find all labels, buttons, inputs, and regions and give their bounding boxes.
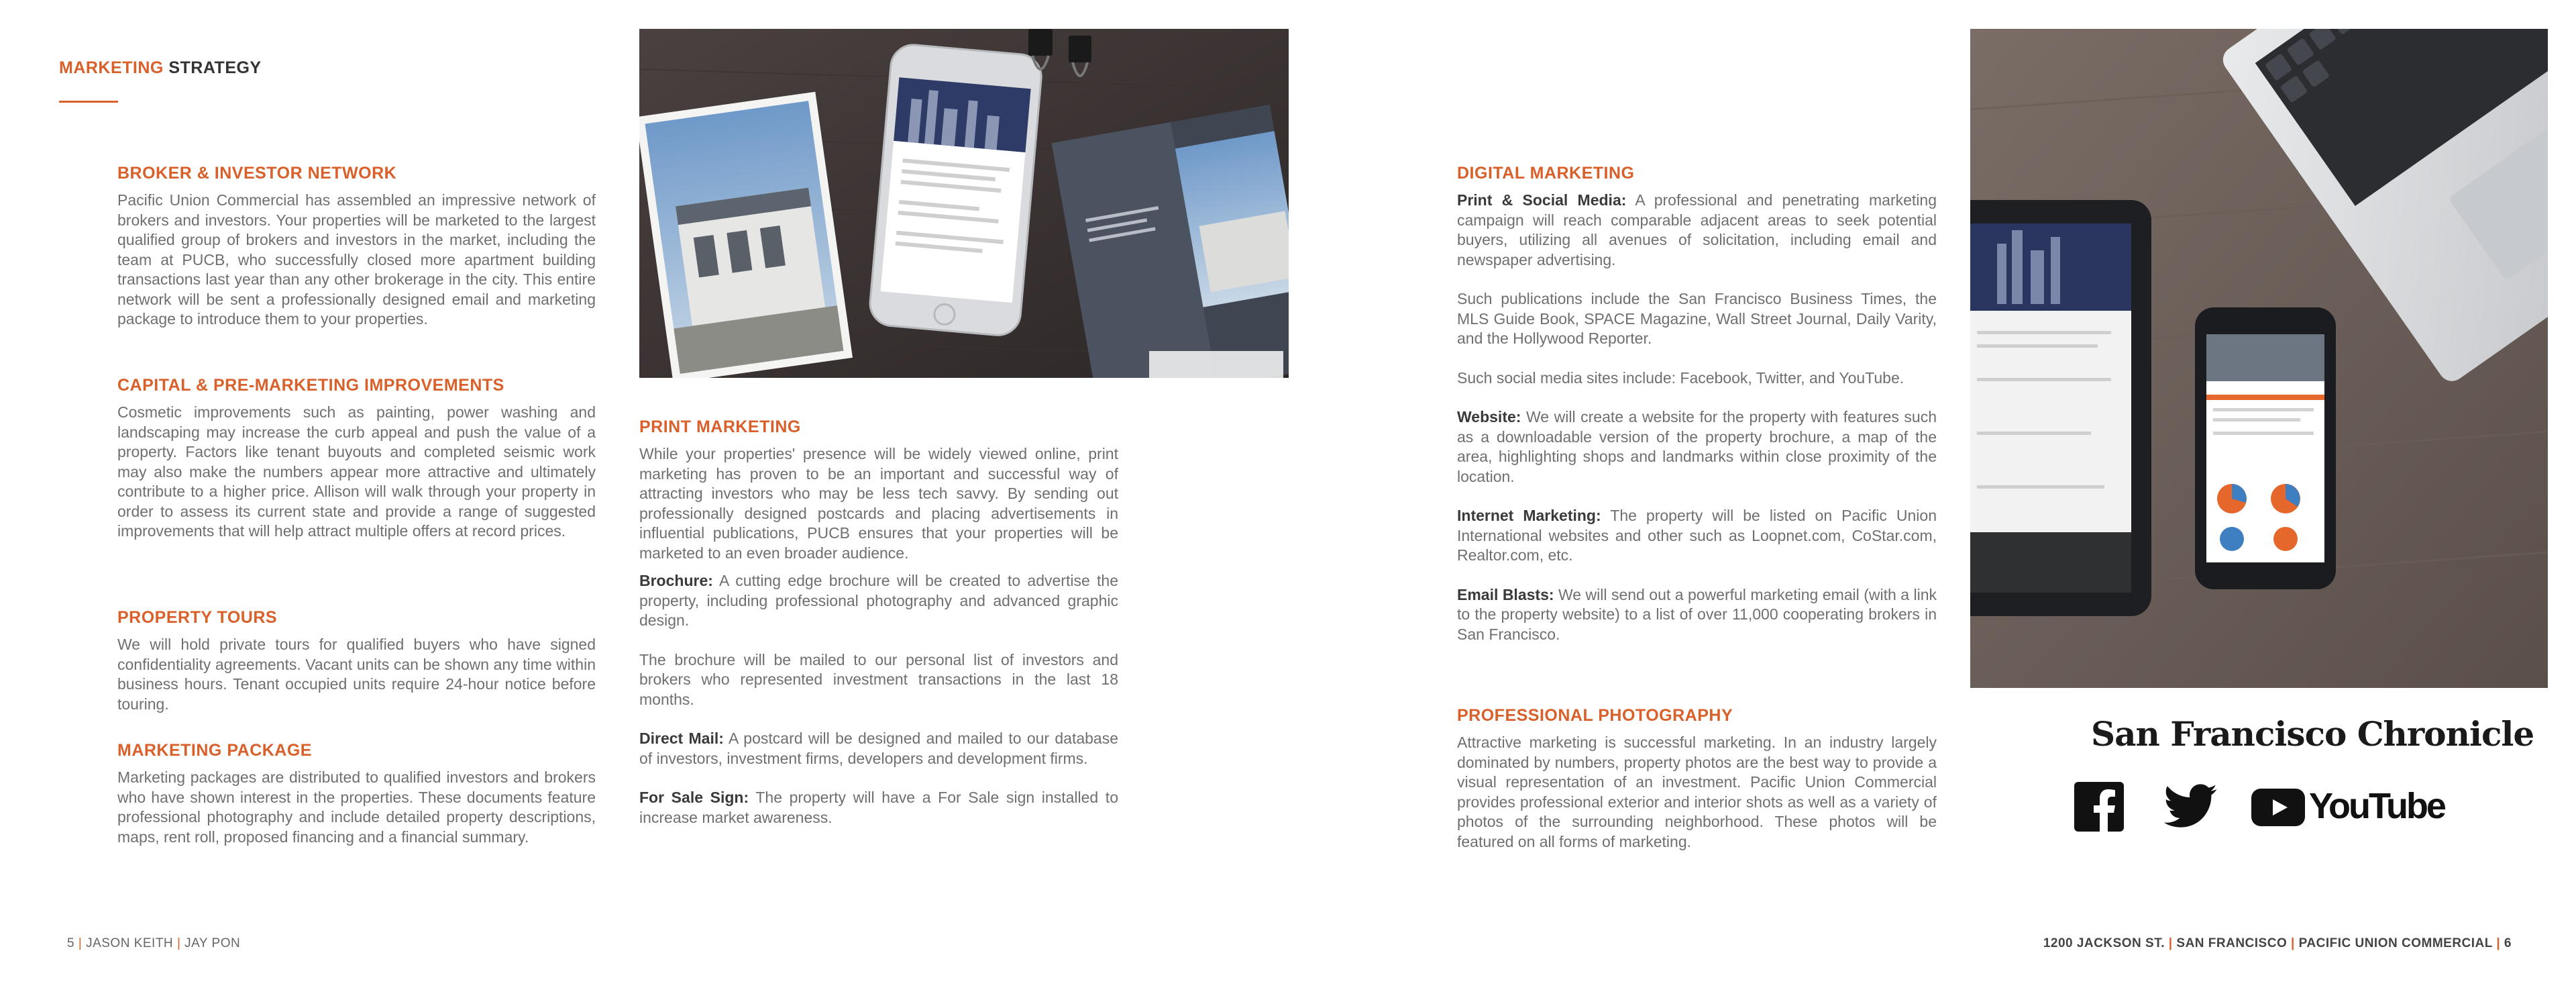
label-for-sale: For Sale Sign: — [639, 789, 749, 806]
print-marketing-body — [639, 444, 1118, 847]
heading-photography: PROFESSIONAL PHOTOGRAPHY — [1457, 706, 1733, 725]
label-brochure: Brochure: — [639, 572, 713, 589]
value-brochure: A cutting edge brochure will be created to advertise the property, including professional photography and advanced graphic design. — [639, 572, 1119, 629]
text-email-blasts — [1457, 585, 1937, 645]
footer-left-name2: JAY PON — [184, 936, 241, 950]
footer-left: 5 | JASON KEITH | JAY PON — [67, 936, 241, 950]
text-direct-mail — [639, 729, 1118, 768]
value-website: We will create a website for the property with features such as a downloadable version of the property brochure, a map of the area, highlighting shops and landmarks within close proximity of the location. — [1457, 408, 1937, 485]
heading-broker-network: BROKER & INVESTOR NETWORK — [117, 164, 397, 183]
title-accent: MARKETING — [59, 58, 164, 77]
chronicle-logo: San Francisco Chronicle — [2091, 714, 2534, 754]
heading-print-marketing: PRINT MARKETING — [639, 417, 801, 436]
text-website — [1457, 407, 1937, 487]
text-brochure-mail: The brochure will be mailed to our personal list of investors and brokers who represented investment transactions in the last 18 months. — [639, 650, 1118, 708]
twitter-icon — [2163, 784, 2217, 828]
value-print-social: A professional and penetrating marketing campaign will reach comparable adjacent areas to seek potential buyers, utilizing all avenues of solicitation, including email and newspaper advertising. — [1457, 191, 1937, 268]
text-brochure — [639, 571, 1118, 631]
footer-right: 1200 JACKSON ST. | SAN FRANCISCO | PACIFIC UNION COMMERCIAL | 6 — [2043, 936, 2512, 950]
youtube-wordmark: YouTube — [2309, 786, 2445, 826]
digital-marketing-photo — [1970, 29, 2548, 688]
footer-right-page: 6 — [2504, 936, 2512, 950]
footer-left-name1: JASON KEITH — [86, 936, 174, 950]
facebook-icon — [2074, 782, 2124, 832]
print-marketing-photo — [639, 29, 1289, 378]
text-photography: Attractive marketing is successful marketing. In an industry largely dominated by numbers, property photos are the best way to provide a visual representation of an investment. Pacific Union Commercial provides professional exterior and interior shots as well as a variety of photos of the surrounding neighborhood. These photos will be featured on all forms of marketing. — [1457, 734, 1937, 850]
value-direct-mail: A postcard will be designed and mailed to our database of investors, investment firms, developers and development firms. — [639, 730, 1119, 767]
footer-left-page: 5 — [67, 936, 75, 950]
title-underline — [59, 101, 118, 103]
text-capital-improvements: Cosmetic improvements such as painting, power washing and landscaping may increase the curb appeal and push the value of a property. Factors like tenant buyouts and completed seismic work may also make the numbers appear more attractive and ultimately contribute to a higher price. Allison will walk through your property in order to assess its current state and provide a range of suggested improvements that will help attract multiple offers at record prices. — [117, 403, 596, 540]
heading-property-tours: PROPERTY TOURS — [117, 608, 278, 627]
value-for-sale: The property will have a For Sale sign installed to increase market awareness. — [639, 789, 1118, 826]
footer-company: PACIFIC UNION COMMERCIAL — [2298, 936, 2493, 950]
label-website: Website: — [1457, 408, 1521, 426]
value-internet: The property will be listed on Pacific Union International websites and other such as Loopnet.com, CoStar.com, Realtor.com, etc. — [1457, 507, 1937, 564]
label-direct-mail: Direct Mail: — [639, 730, 724, 747]
footer-address: 1200 JACKSON ST. — [2043, 936, 2165, 950]
text-internet — [1457, 506, 1937, 566]
heading-digital-marketing: DIGITAL MARKETING — [1457, 164, 1635, 183]
text-for-sale — [639, 788, 1118, 828]
text-broker-network: Pacific Union Commercial has assembled an impressive network of brokers and investors. Your properties will be marketed to the largest qualified group of brokers and investors in the market, including the team at PUCB, who successfully closed more apartment building transactions last year than any other brokerage in the city. This entire network will be sent a professionally designed email and marketing package to introduce them to your properties. — [117, 191, 596, 328]
text-social-sites: Such social media sites include: Facebook, Twitter, and YouTube. — [1457, 368, 1904, 387]
text-publications: Such publications include the San Francisco Business Times, the MLS Guide Book, SPACE Magazine, Wall Street Journal, Daily Varity, and the Hollywood Reporter. — [1457, 290, 1937, 347]
text-print-social — [1457, 191, 1937, 270]
footer-city: SAN FRANCISCO — [2176, 936, 2288, 950]
text-property-tours: We will hold private tours for qualified buyers who have signed confidentiality agreements. Vacant units can be shown any time within business hours. Tenant occupied units require 24-hour notice before touring. — [117, 636, 596, 713]
label-internet: Internet Marketing: — [1457, 507, 1601, 524]
page-title — [59, 58, 262, 78]
value-email-blasts: We will send out a powerful marketing email (with a link to the property website) to a list of over 11,000 cooperating brokers in San Francisco. — [1457, 585, 1937, 643]
text-marketing-package: Marketing packages are distributed to qualified investors and brokers who have shown interest in the properties. These documents feature professional photography and include detailed property descriptions, maps, rent roll, proposed financing and a financial summary. — [117, 768, 596, 846]
title-rest: STRATEGY — [168, 58, 262, 77]
youtube-play-icon — [2251, 789, 2305, 826]
heading-marketing-package: MARKETING PACKAGE — [117, 741, 312, 760]
label-print-social: Print & Social Media: — [1457, 191, 1627, 209]
digital-marketing-body — [1457, 191, 1937, 664]
text-print-intro: While your properties' presence will be widely viewed online, print marketing has proven to be an important and successful way of attracting investors who may be less tech savvy. By sending out professionally designed postcards and placing advertisements in influential publications, PUCB ensures that your properties will be marketed to an even broader audience. — [639, 445, 1118, 562]
label-email-blasts: Email Blasts: — [1457, 585, 1554, 603]
heading-capital-improvements: CAPITAL & PRE-MARKETING IMPROVEMENTS — [117, 376, 504, 395]
